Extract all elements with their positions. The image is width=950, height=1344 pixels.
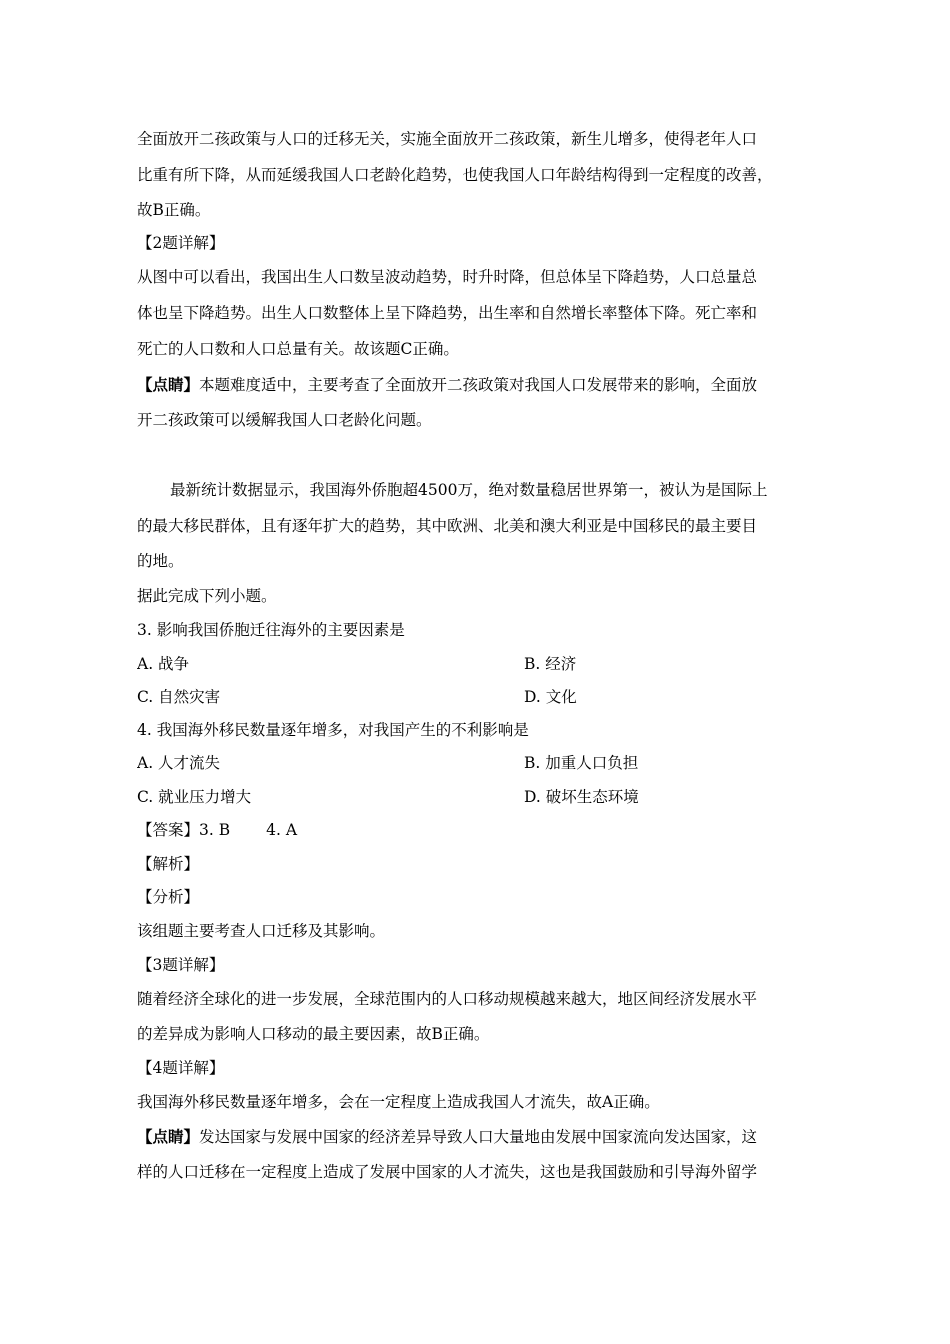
- option-c: C. 自然灾害: [137, 688, 221, 706]
- analysis-heading: 【解析】: [137, 855, 200, 873]
- paragraph-line: 的差异成为影响人口移动的最主要因素，故B正确。: [137, 1025, 490, 1043]
- answer-4: 4. A: [266, 821, 298, 839]
- material-line: 最新统计数据显示，我国海外侨胞超4500万，绝对数量稳居世界第一，被认为是国际上: [170, 481, 768, 499]
- paragraph-line: 比重有所下降，从而延缓我国人口老龄化趋势，也使我国人口年龄结构得到一定程度的改善，: [137, 166, 773, 184]
- material-line: 的最大移民群体，且有逐年扩大的趋势，其中欧洲、北美和澳大利亚是中国移民的最主要目: [137, 517, 758, 535]
- note-line: [137, 1126, 827, 1148]
- note-line: [137, 374, 827, 396]
- answer-line: [137, 819, 827, 841]
- analysis-subheading: 【分析】: [137, 888, 200, 906]
- paragraph-line: 样的人口迁移在一定程度上造成了发展中国家的人才流失，这也是我国鼓励和引导海外留学: [137, 1163, 758, 1181]
- answer-label: 【答案】: [137, 821, 200, 839]
- q3-detail-heading: 【3题详解】: [137, 956, 225, 974]
- note-label: 【点睛】: [137, 375, 200, 394]
- note-text: 本题难度适中，主要考查了全面放开二孩政策对我国人口发展带来的影响，全面放: [199, 376, 758, 394]
- option-d: D. 文化: [524, 688, 577, 706]
- option-d: D. 破坏生态环境: [524, 788, 639, 806]
- option-b: B. 经济: [524, 655, 577, 673]
- q2-detail-heading: 【2题详解】: [137, 234, 225, 252]
- analysis-summary: 该组题主要考查人口迁移及其影响。: [137, 922, 386, 940]
- note-text: 发达国家与发展中国家的经济差异导致人口大量地由发展中国家流向发达国家，这: [199, 1128, 758, 1146]
- instruction: 据此完成下列小题。: [137, 587, 277, 605]
- question-stem: 4. 我国海外移民数量逐年增多，对我国产生的不利影响是: [137, 721, 529, 739]
- option-a: A. 人才流失: [137, 754, 221, 772]
- question-stem: 3. 影响我国侨胞迁往海外的主要因素是: [137, 621, 405, 639]
- option-b: B. 加重人口负担: [524, 754, 639, 772]
- option-a: A. 战争: [137, 655, 190, 673]
- paragraph-line: 死亡的人口数和人口总量有关。故该题C正确。: [137, 340, 459, 358]
- paragraph-line: 随着经济全球化的进一步发展，全球范围内的人口移动规模越来越大，地区间经济发展水平: [137, 990, 758, 1008]
- note-label: 【点睛】: [137, 1127, 200, 1146]
- option-c: C. 就业压力增大: [137, 788, 252, 806]
- q4-detail-heading: 【4题详解】: [137, 1059, 225, 1077]
- paragraph-line: 体也呈下降趋势。出生人口数整体上呈下降趋势，出生率和自然增长率整体下降。死亡率和: [137, 304, 758, 322]
- paragraph-line: 全面放开二孩政策与人口的迁移无关，实施全面放开二孩政策，新生儿增多，使得老年人口: [137, 130, 758, 148]
- paragraph-line: 故B正确。: [137, 201, 211, 219]
- paragraph-line: 我国海外移民数量逐年增多，会在一定程度上造成我国人才流失，故A正确。: [137, 1093, 660, 1111]
- paragraph-line: 开二孩政策可以缓解我国人口老龄化问题。: [137, 411, 432, 429]
- answer-3: 3. B: [199, 821, 231, 839]
- material-line: 的地。: [137, 552, 184, 570]
- paragraph-line: 从图中可以看出，我国出生人口数呈波动趋势，时升时降，但总体呈下降趋势，人口总量总: [137, 268, 758, 286]
